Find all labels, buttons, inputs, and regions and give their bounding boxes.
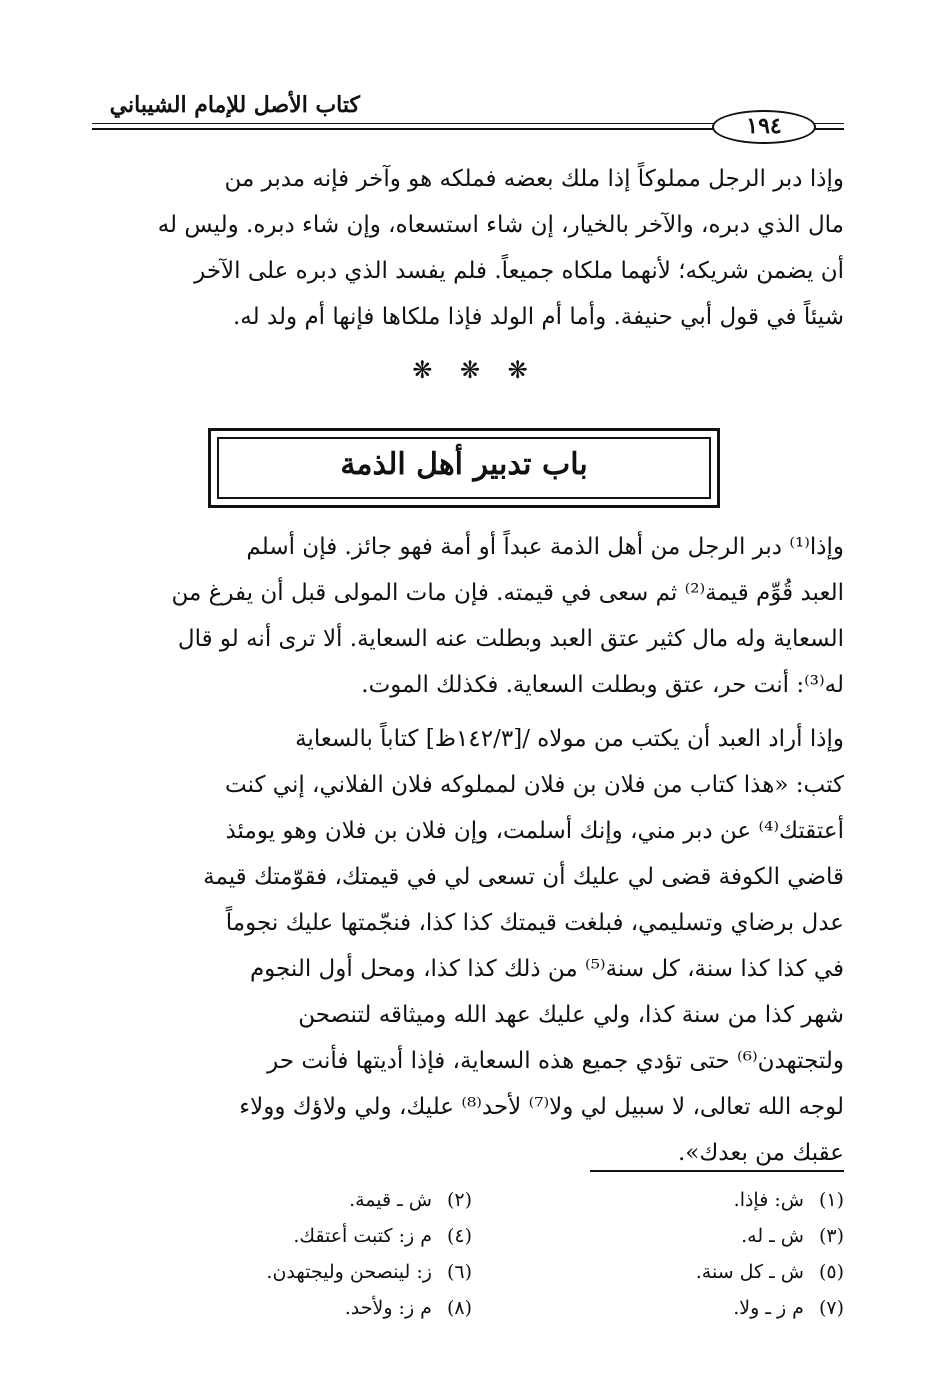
section-separator: ❋ ❋ ❋ [412, 356, 538, 384]
footnote [266, 1290, 472, 1326]
paragraph-1 [92, 156, 844, 340]
footnote [696, 1182, 844, 1218]
text-line: عدل برضاي وتسليمي، فبلغت قيمتك كذا كذا، فنجّمتها عليك نجوماً [225, 910, 844, 936]
text-line: شهر كذا من سنة كذا، ولي عليك عهد الله وميثاقه لتنصحن [298, 1002, 844, 1028]
text-line: وإذا أراد العبد أن يكتب من مولاه /[١٤٢/٣ظ] كتاباً بالسعاية [295, 726, 844, 752]
footnote-number: (١) [818, 1189, 844, 1211]
footnote-number: (٥) [818, 1261, 844, 1283]
text-line: قاضي الكوفة قضى لي عليك أن تسعى لي في قيمتك، فقوّمتك قيمة [203, 864, 844, 890]
text-line: ولتجتهدن⁽⁶⁾ حتى تؤدي جميع هذه السعاية، فإذا أديتها فأنت حر [267, 1048, 844, 1074]
footnote [266, 1218, 472, 1254]
footnote-number: (٣) [818, 1225, 844, 1247]
text-line: أن يضمن شريكه؛ لأنهما ملكاه جميعاً. فلم يفسد الذي دبره على الآخر [194, 258, 844, 284]
paragraph-3 [92, 716, 844, 1176]
footnote-text: م ز: ولأحد. [344, 1297, 432, 1319]
footnote-text: م ز: كتبت أعتقك. [293, 1225, 432, 1247]
text-line: أعتقتك⁽⁴⁾ عن دبر مني، وإنك أسلمت، وإن فلان بن فلان وهو يومئذ [225, 818, 844, 844]
footnote-number: (٨) [446, 1297, 472, 1319]
running-header-title: كتاب الأصل للإمام الشيباني [109, 92, 360, 118]
footnote [696, 1290, 844, 1326]
text-line: كتب: «هذا كتاب من فلان بن فلان لمملوكه فلان الفلاني، إني كنت [225, 772, 844, 798]
text-line: عقبك من بعدك». [677, 1140, 844, 1166]
text-line: مال الذي دبره، والآخر بالخيار، إن شاء استسعاه، وإن شاء دبره. وليس له [157, 212, 844, 238]
footnote-text: م ز ـ ولا. [733, 1297, 804, 1319]
footnote-number: (٦) [446, 1261, 472, 1283]
footnote-text: ش ـ له. [741, 1225, 804, 1247]
text-line: وإذا⁽¹⁾ دبر الرجل من أهل الذمة عبداً أو أمة فهو جائز. فإن أسلم [246, 534, 844, 560]
text-line: وإذا دبر الرجل مملوكاً إذا ملك بعضه فملكه هو وآخر فإنه مدبر من [224, 166, 844, 192]
footnotes-left-column [266, 1182, 472, 1326]
footnote [266, 1182, 472, 1218]
text-line: السعاية وله مال كثير عتق العبد وبطلت عنه السعاية. ألا ترى أنه لو قال [177, 626, 844, 652]
footnote [696, 1218, 844, 1254]
footnote-text: ش: فإذا. [733, 1189, 804, 1211]
footnote [696, 1254, 844, 1290]
chapter-title-frame [208, 428, 720, 508]
text-line: لوجه الله تعالى، لا سبيل لي ولا⁽⁷⁾ لأحد⁽⁸⁾ عليك، ولي ولاؤك وولاء [239, 1094, 844, 1120]
chapter-title: باب تدبير أهل الذمة [340, 447, 588, 482]
footnote-rule [590, 1170, 844, 1172]
footnote-text: ز: لينصحن وليجتهدن. [266, 1261, 432, 1283]
footnote-number: (٧) [818, 1297, 844, 1319]
text-line: له⁽³⁾: أنت حر، عتق وبطلت السعاية. فكذلك الموت. [361, 672, 844, 698]
footnote-text: ش ـ قيمة. [349, 1189, 432, 1211]
text-line: العبد قُوِّم قيمة⁽²⁾ ثم سعى في قيمته. فإن مات المولى قبل أن يفرغ من [171, 580, 844, 606]
footnote-number: (٢) [446, 1189, 472, 1211]
text-line: في كذا كذا سنة، كل سنة⁽⁵⁾ من ذلك كذا كذا، ومحل أول النجوم [249, 956, 844, 982]
footnotes-right-column [696, 1182, 844, 1326]
paragraph-2 [92, 524, 844, 708]
page-number: ١٩٤ [712, 110, 816, 144]
footnote-text: ش ـ كل سنة. [695, 1261, 804, 1283]
text-line: شيئاً في قول أبي حنيفة. وأما أم الولد فإذا ملكاها فإنها أم ولد له. [232, 304, 844, 330]
footnote-number: (٤) [446, 1225, 472, 1247]
footnote [266, 1254, 472, 1290]
